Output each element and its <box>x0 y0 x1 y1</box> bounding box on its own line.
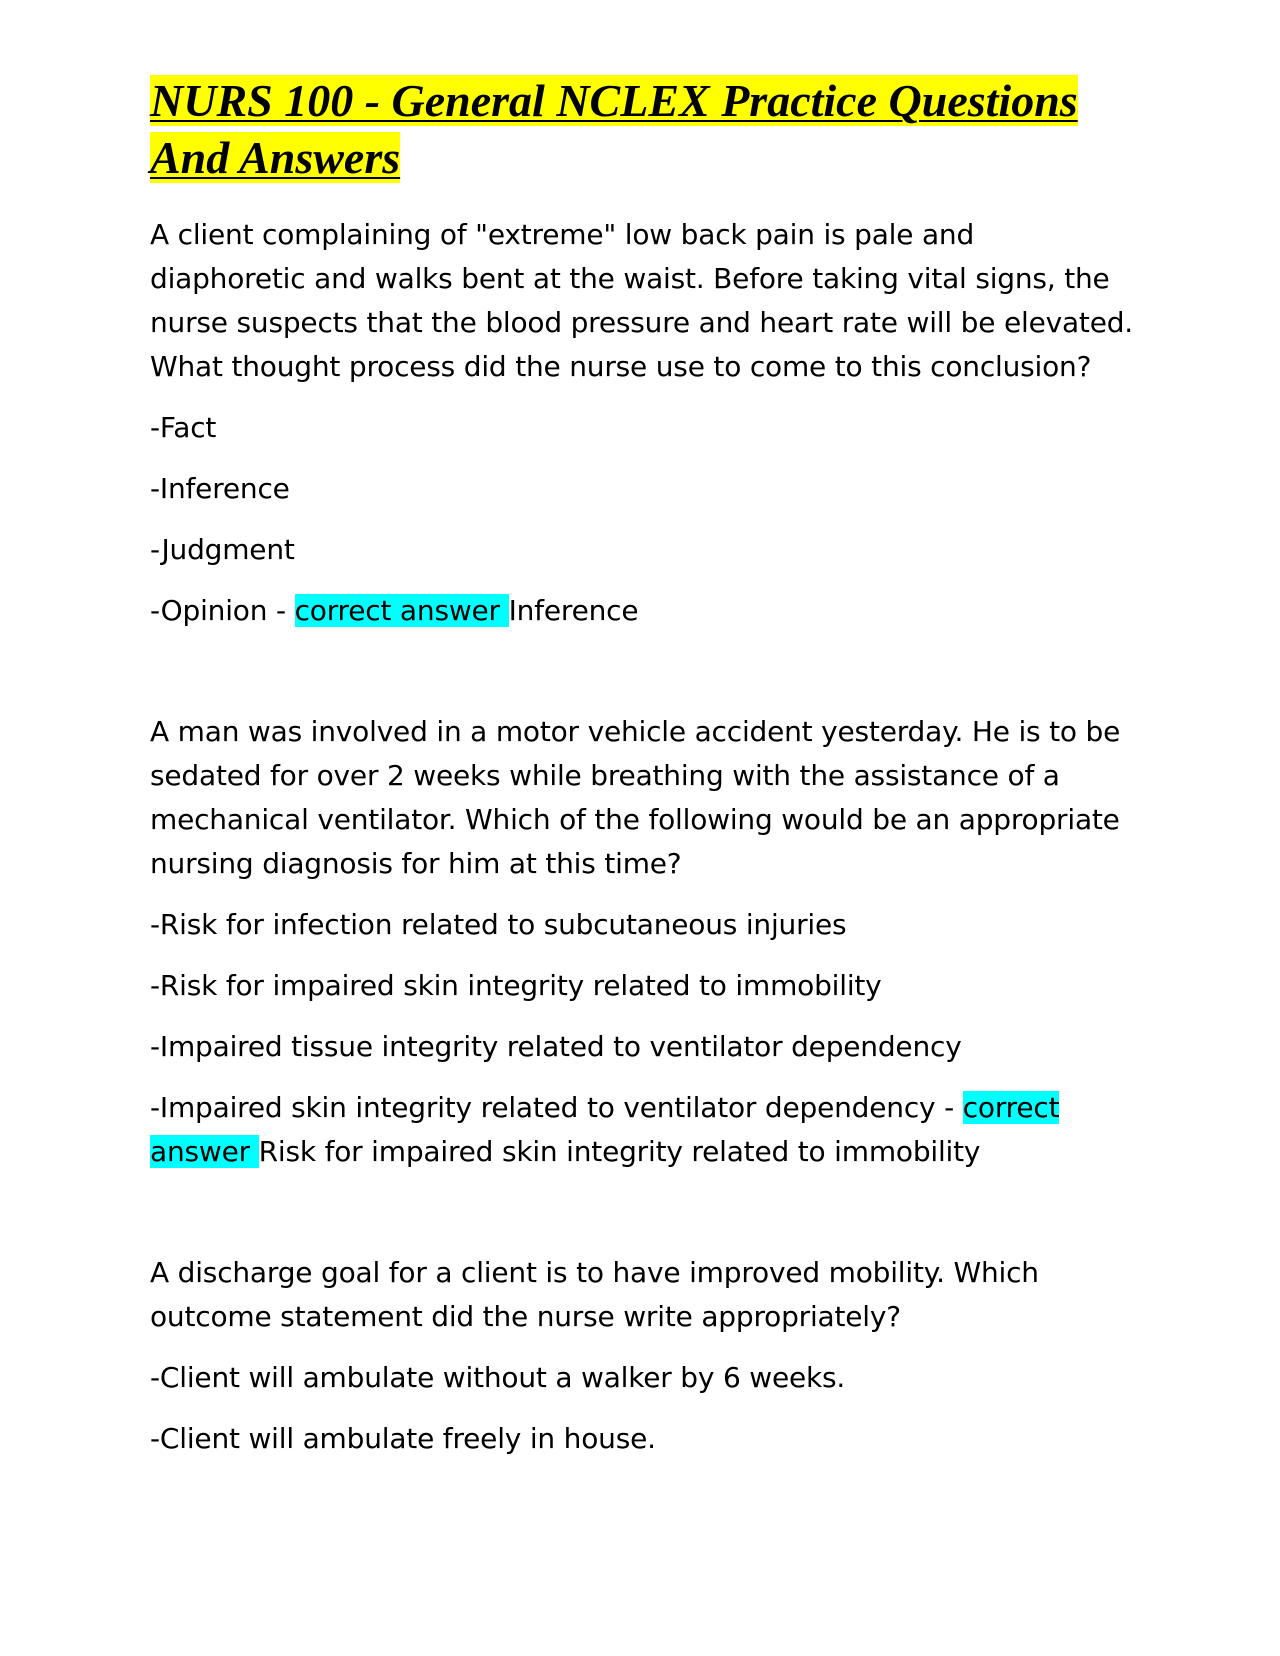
question-1-option-c: -Judgment <box>150 533 295 566</box>
title-highlight: NURS 100 - General NCLEX Practice Questions And Answers <box>150 75 1078 183</box>
question-2-option-d: -Impaired skin integrity related to ventilator dependency - <box>150 1091 963 1124</box>
document-page <box>150 72 1135 1478</box>
question-spacer <box>150 1191 1135 1251</box>
question-1-option-b: -Inference <box>150 472 290 505</box>
question-2-answer: Risk for impaired skin integrity related to immobility <box>258 1135 981 1168</box>
question-2-stem: A man was involved in a motor vehicle accident yesterday. He is to be sedated for over 2 weeks while breathing with the assistance of a mechanical ventilator. Which of the following would be an appropriate nursing diagnosis for him at this time? <box>150 715 1121 880</box>
question-2-option-d-with-answer <box>150 1086 1135 1174</box>
question-3-stem: A discharge goal for a client is to have improved mobility. Which outcome statement did the nurse write appropriately? <box>150 1256 1039 1333</box>
question-2-option-c: -Impaired tissue integrity related to ventilator dependency <box>150 1030 962 1063</box>
question-3-option-a: -Client will ambulate without a walker by 6 weeks. <box>150 1361 846 1394</box>
question-spacer <box>150 650 1135 710</box>
question-2-answer-marker: correct answer <box>150 1091 1060 1168</box>
question-1-option-a: -Fact <box>150 411 217 444</box>
question-1-answer: Inference <box>508 594 639 627</box>
question-1-option-d-with-answer <box>150 589 1135 633</box>
document-title <box>150 72 1135 186</box>
question-1-stem: A client complaining of "extreme" low back pain is pale and diaphoretic and walks bent at the waist. Before taking vital signs, the nurse suspects that the blood pressure and heart rate will be elevated. What thought process did the nurse use to come to this conclusion? <box>150 218 1133 383</box>
question-2-option-b: -Risk for impaired skin integrity related to immobility <box>150 969 882 1002</box>
question-3-option-b: -Client will ambulate freely in house. <box>150 1422 656 1455</box>
question-2-option-a: -Risk for infection related to subcutaneous injuries <box>150 908 847 941</box>
question-1-answer-marker: correct answer <box>294 594 500 627</box>
question-1-option-d: -Opinion - <box>150 594 295 627</box>
